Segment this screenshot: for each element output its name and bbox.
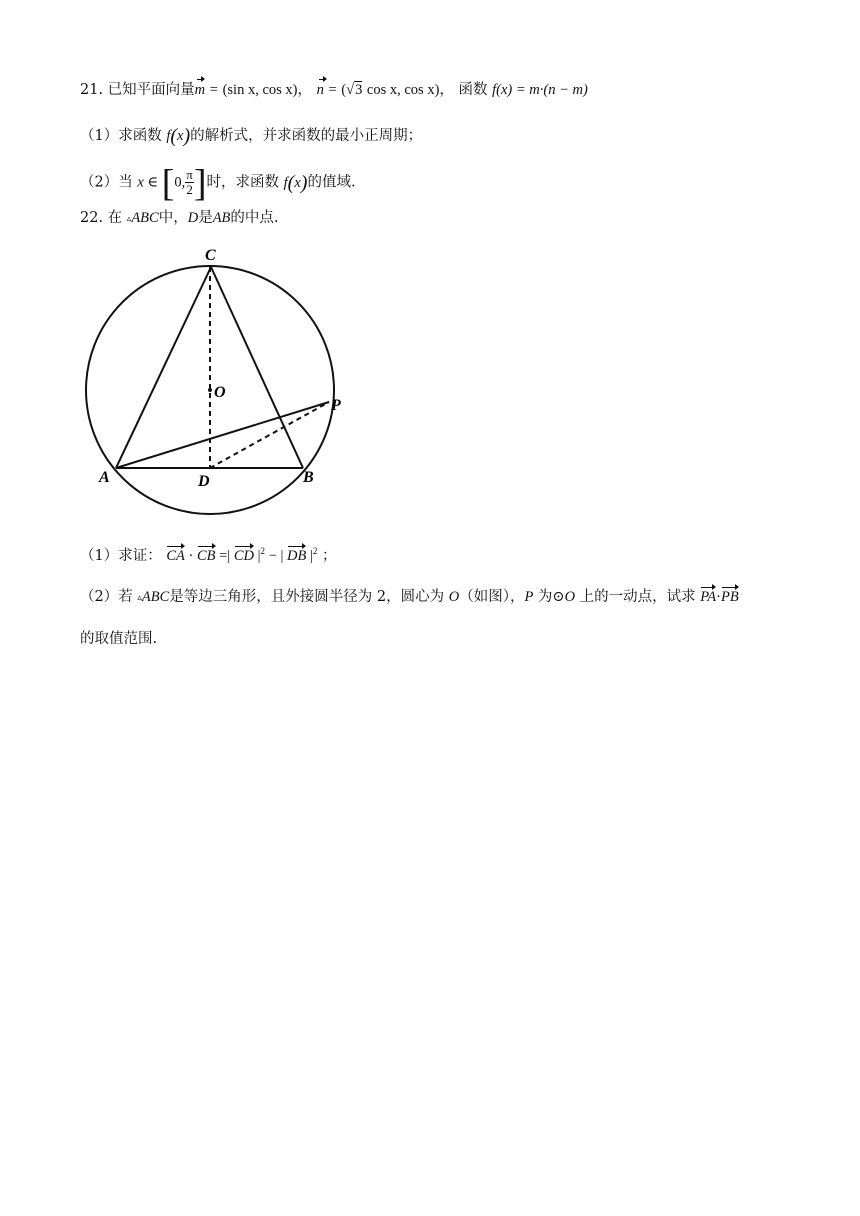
vector-m-value: (sin x, cos x) xyxy=(222,82,298,98)
q22-part2-cont: 的取值范围. xyxy=(80,631,158,647)
q21-part1: （1）求函数 f(x)的解析式，并求函数的最小正周期； xyxy=(80,125,423,147)
label-O: O xyxy=(214,384,226,401)
sqrt-3: √3 xyxy=(346,82,363,98)
center-point-O xyxy=(208,388,212,392)
q22-part2-label: （2） xyxy=(80,589,119,605)
q22-part2: （2）若 ▵ABC是等边三角形，且外接圆半径为 2，圆心为 O（如图），P 为⊙O 上的一动点，试求 PA·PB xyxy=(80,586,780,609)
q22-number: 22. xyxy=(80,210,104,226)
q21-part2-label: （2） xyxy=(80,174,119,191)
q21-func-intro: 函数 xyxy=(458,82,488,98)
q21-part2: （2）当 x ∈ [0, $\frac{\pi}{2}$ ]时，求函数 f(x)的值域. xyxy=(80,162,356,205)
vector-n-value: cos x, cos x) xyxy=(366,82,440,98)
segment-CA xyxy=(116,267,211,468)
q22-part2-formula: PA·PB xyxy=(700,589,738,605)
segment-DP-dashed xyxy=(210,402,329,468)
q21-statement: 21. 已知平面向量m = (sin x, cos x)， n = (√3 cos x, cos x)， 函数 f(x) = m·(n − m) xyxy=(80,79,780,101)
q21-intro: 已知平面向量 xyxy=(107,82,195,98)
q22-part1: （1）求证： CA · CB =| CD $|^2$ − | DB $|^2$ ； xyxy=(80,540,780,567)
geometry-figure xyxy=(80,245,380,515)
q21-part1-label: （1） xyxy=(80,128,119,144)
segment-CB xyxy=(211,267,303,468)
label-A: A xyxy=(99,469,110,486)
function-fx: f(x) xyxy=(283,171,308,194)
pi-over-2-fraction: $\frac{\pi}{2}$ xyxy=(186,167,193,197)
segment-AP xyxy=(116,402,329,468)
q22-statement: 22. 在 ▵ABC中，D是AB的中点. xyxy=(80,210,279,226)
function-fx: f(x) xyxy=(166,125,191,147)
label-P: P xyxy=(331,397,341,414)
triangle-symbol: ▵ xyxy=(126,214,132,224)
vector-m-name: m xyxy=(195,79,205,101)
q22-part1-formula: CA · CB =| CD $|^2$ − | DB $|^2$ xyxy=(166,548,322,564)
q22-part1-label: （1） xyxy=(80,547,119,564)
vector-n-name: n xyxy=(317,79,324,101)
q21-number: 21. xyxy=(80,82,104,98)
label-D: D xyxy=(198,473,210,490)
label-B: B xyxy=(303,469,314,486)
label-C: C xyxy=(205,247,216,264)
q21-func-def: f(x) = m·(n − m) xyxy=(492,82,588,98)
